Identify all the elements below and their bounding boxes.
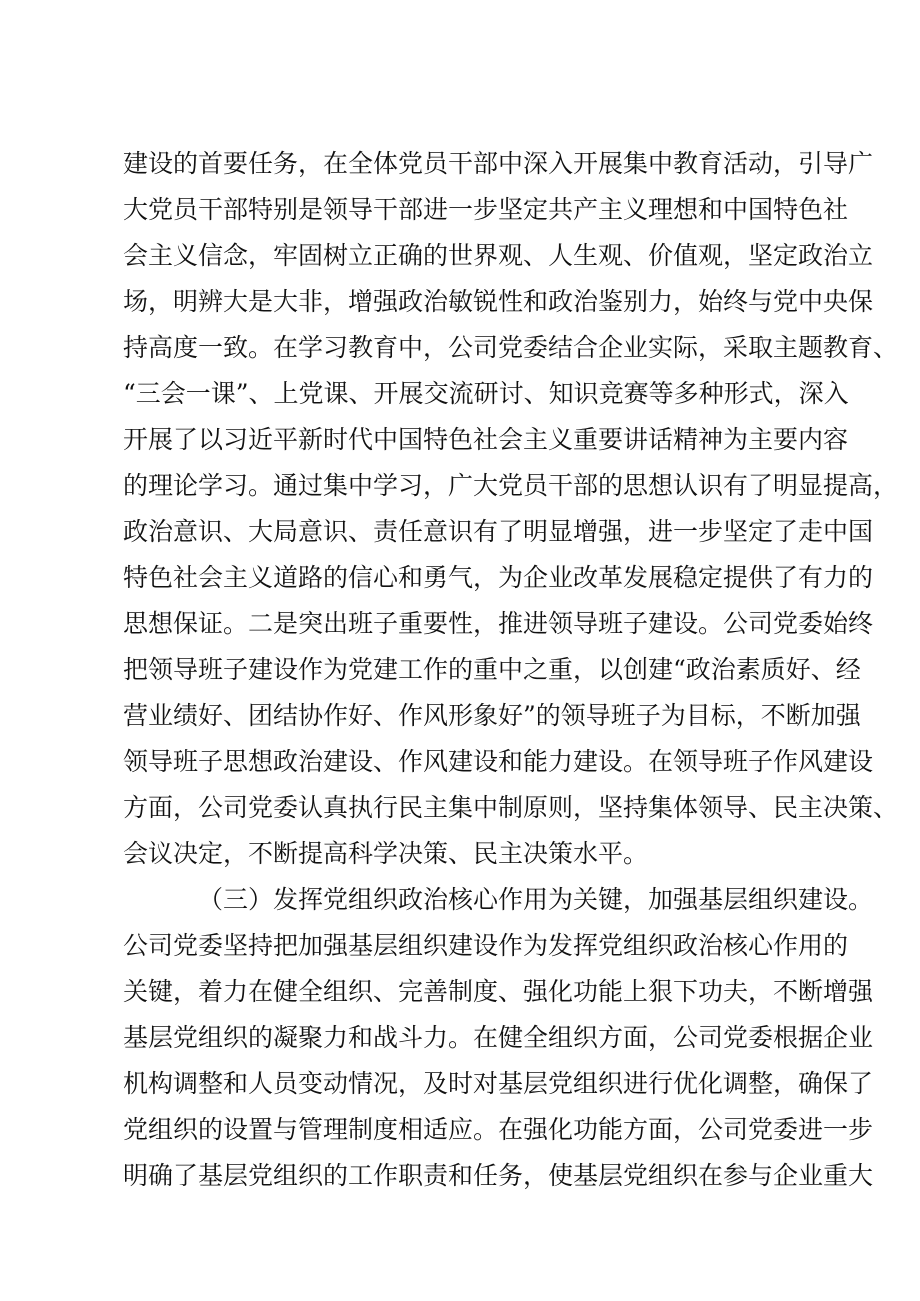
text-line-13: 营业绩好、团结协作好、作风形象好”的领导班子为目标，不断加强 <box>123 701 861 730</box>
document-body <box>123 141 899 1199</box>
text-line-14: 领导班子思想政治建设、作风建设和能力建设。在领导班子作风建设 <box>123 747 874 776</box>
text-line-3: 会主义信念，牢固树立正确的世界观、人生观、价值观，坚定政治立 <box>123 241 874 270</box>
section-heading-line: （三）发挥党组织政治核心作用为关键，加强基层组织建设。 <box>198 885 874 914</box>
text-line-19: 关键，着力在健全组织、完善制度、强化功能上狠下功夫，不断增强 <box>123 977 874 1006</box>
text-line-1: 建设的首要任务，在全体党员干部中深入开展集中教育活动，引导广 <box>123 149 874 178</box>
text-line-22: 党组织的设置与管理制度相适应。在强化功能方面，公司党委进一步 <box>123 1115 874 1144</box>
text-line-23: 明确了基层党组织的工作职责和任务，使基层党组织在参与企业重大 <box>123 1161 874 1190</box>
text-line-8: 的理论学习。通过集中学习，广大党员干部的思想认识有了明显提高， <box>123 471 899 500</box>
text-line-6: “三会一课”、上党课、开展交流研讨、知识竞赛等多种形式，深入 <box>123 379 849 408</box>
text-line-9: 政治意识、大局意识、责任意识有了明显增强，进一步坚定了走中国 <box>123 517 874 546</box>
text-line-7: 开展了以习近平新时代中国特色社会主义重要讲话精神为主要内容 <box>123 425 849 454</box>
text-line-2: 大党员干部特别是领导干部进一步坚定共产主义理想和中国特色社 <box>123 195 849 224</box>
text-line-5: 持高度一致。在学习教育中，公司党委结合企业实际，采取主题教育、 <box>123 333 899 362</box>
text-line-20: 基层党组织的凝聚力和战斗力。在健全组织方面，公司党委根据企业 <box>123 1023 874 1052</box>
text-line-12: 把领导班子建设作为党建工作的重中之重，以创建“政治素质好、经 <box>123 655 861 684</box>
text-line-10: 特色社会主义道路的信心和勇气，为企业改革发展稳定提供了有力的 <box>123 563 874 592</box>
text-line-15: 方面，公司党委认真执行民主集中制原则，坚持集体领导、民主决策、 <box>123 793 899 822</box>
text-line-11: 思想保证。二是突出班子重要性，推进领导班子建设。公司党委始终 <box>123 609 874 638</box>
text-line-4: 场，明辨大是大非，增强政治敏锐性和政治鉴别力，始终与党中央保 <box>123 287 874 316</box>
text-line-18: 公司党委坚持把加强基层组织建设作为发挥党组织政治核心作用的 <box>123 931 849 960</box>
text-line-16: 会议决定，不断提高科学决策、民主决策水平。 <box>123 839 649 868</box>
text-line-21: 机构调整和人员变动情况，及时对基层党组织进行优化调整，确保了 <box>123 1069 874 1098</box>
